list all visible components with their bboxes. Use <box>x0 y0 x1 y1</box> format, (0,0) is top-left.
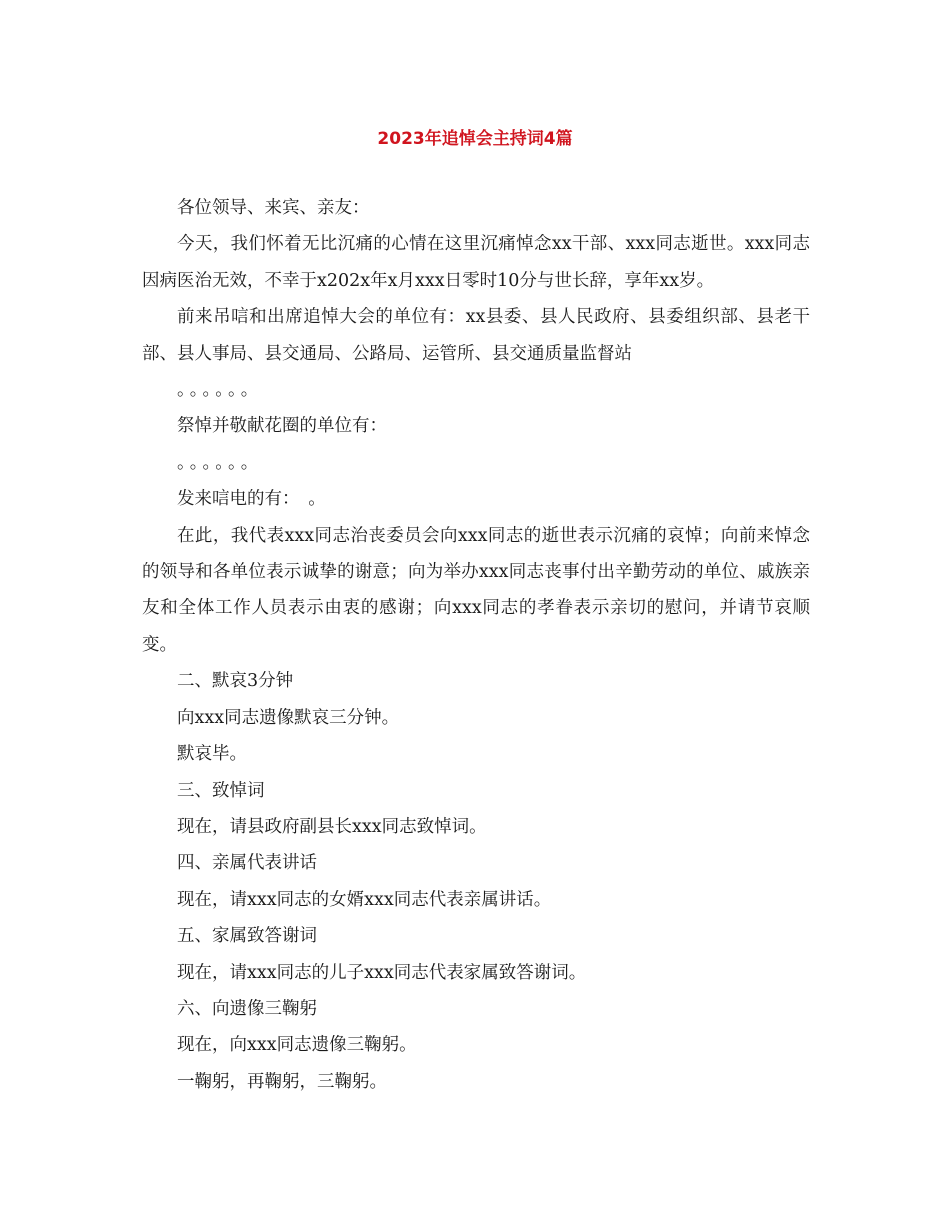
section-heading: 五、家属致答谢词 <box>177 926 317 947</box>
paragraph-ellipsis: 。。。。。。 <box>177 452 263 473</box>
paragraph: 现在，向xxx同志遗像三鞠躬。 <box>177 1035 417 1056</box>
section-heading: 四、亲属代表讲话 <box>177 853 317 874</box>
paragraph: 一鞠躬，再鞠躬，三鞠躬。 <box>177 1071 387 1092</box>
section-heading: 六、向遗像三鞠躬 <box>177 998 317 1019</box>
section-heading: 二、默哀3分钟 <box>177 671 294 692</box>
paragraph-ellipsis: 。。。。。。 <box>177 380 263 401</box>
paragraph: 默哀毕。 <box>177 744 247 765</box>
paragraph-attending-units: 前来吊唁和出席追悼大会的单位有：xx县委、县人民政府、县委组织部、县老干部、县人事局、县交通局、公路局、运管所、县交通质量监督站 <box>142 307 810 364</box>
section-heading: 三、致悼词 <box>177 780 265 801</box>
paragraph-thanks: 在此，我代表xxx同志治丧委员会向xxx同志的逝世表示沉痛的哀悼；向前来悼念的领导和各单位表示诚挚的谢意；向为举办xxx同志丧事付出辛勤劳动的单位、戚族亲友和全体工作人员表示由衷的感谢；向xxx同志的孝眷表示亲切的慰问，并请节哀顺变。 <box>142 525 810 655</box>
paragraph: 向xxx同志遗像默哀三分钟。 <box>177 707 400 728</box>
paragraph-condolence-telegrams: 发来唁电的有： 。 <box>177 489 326 510</box>
document-body <box>142 190 810 1100</box>
paragraph-salutation: 各位领导、来宾、亲友： <box>177 198 370 218</box>
paragraph-wreath-units: 祭悼并敬献花圈的单位有： <box>177 416 387 437</box>
paragraph: 现在，请县政府副县长xxx同志致悼词。 <box>177 816 487 837</box>
document-title: 2023年追悼会主持词4篇 <box>377 129 573 149</box>
paragraph-opening: 今天，我们怀着无比沉痛的心情在这里沉痛悼念xx干部、xxx同志逝世。xxx同志因病医治无效，不幸于x202x年x月xxx日零时10分与世长辞，享年xx岁。 <box>142 234 810 291</box>
paragraph: 现在，请xxx同志的儿子xxx同志代表家属致答谢词。 <box>177 962 587 983</box>
paragraph: 现在，请xxx同志的女婿xxx同志代表亲属讲话。 <box>177 889 552 910</box>
